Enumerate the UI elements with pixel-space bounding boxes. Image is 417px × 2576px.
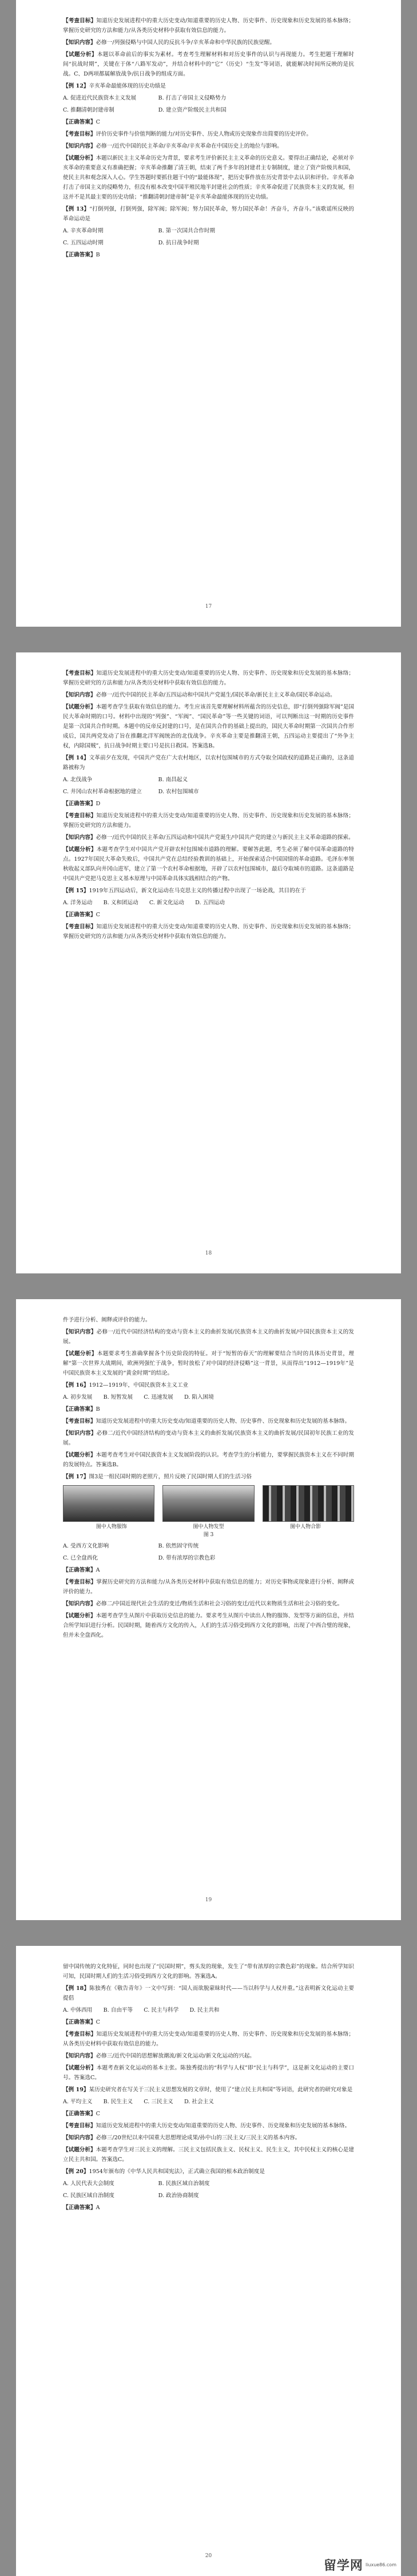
paragraph-text: 知道历史发展进程中的重大历史变动/知道重要的历史人物、历史事件、历史现象和历史发展的基本脉络；掌握历史研究的方法和能力/从各类历史材料中获取有效信息的能力。	[63, 18, 354, 34]
paragraph-text: 必修三/20世纪以来中国重大思想理论成果/孙中山的三民主义/三民主义的基本内容。	[96, 2135, 301, 2141]
section-tag: 【例 13】	[63, 206, 90, 212]
text-line	[63, 2191, 354, 2201]
text-line	[63, 226, 354, 236]
paragraph-text: 知道历史发展进程中的重大历史变动/知道重要的历史人物、历史事件、历史现象和历史发展的基本脉络；掌握历史研究的方法和能力/从各类历史材料中获取有效信息的能力。	[63, 670, 354, 686]
paragraph-text: A	[96, 1567, 100, 1573]
paragraph	[63, 16, 354, 35]
paragraph-text: C	[96, 912, 100, 918]
section-tag: 【正确答案】	[63, 2205, 96, 2211]
paragraph	[63, 1565, 354, 1575]
paragraph	[63, 845, 354, 884]
section-tag: 【正确答案】	[63, 801, 96, 807]
paragraph	[63, 811, 354, 830]
section-tag: 【知识内容】	[63, 692, 96, 698]
paragraph	[63, 2133, 354, 2143]
paragraph	[63, 38, 354, 48]
paragraph	[63, 2085, 354, 2095]
photo-caption: 图中人物服饰	[96, 1524, 127, 1530]
paragraph	[63, 1404, 354, 1414]
paragraph	[63, 2121, 354, 2131]
section-tag: 【考查目标】	[63, 18, 97, 24]
page-19	[16, 1299, 401, 1920]
paragraph-text: C. 民族区域自治制度 D. 政治协商制度	[63, 2193, 199, 2199]
paragraph	[63, 141, 354, 151]
text-line	[63, 1392, 354, 1402]
paragraph-text: 本题考查学生从图片中获取历史信息的能力。要求考生从图片中读出人物的服饰、发型等方面的信息，并结合所学知识进行分析。民国时期，随着西方文化的传入，人们的生活习俗受到西方文化的影响，出现了中西合璧的现象，但并未全盘西化。	[63, 1613, 354, 1639]
paragraph-text: 本题要求考生准确掌握各个历史阶段的特征。对于“短暂的春天”的理解要结合当时的具体历史背景，理解“第一次世界大战期间，欧洲列强忙于战争，暂时放松了对中国的经济侵略”这一背景，从而得出“1912—1919年”是中国民族资本主义发展的“黄金时期”的结论。	[63, 1351, 354, 1376]
page-number: 17	[205, 604, 212, 610]
paragraph	[63, 690, 354, 700]
section-tag: 【正确答案】	[63, 119, 96, 125]
paragraph-text: 必修三/近代中国的思想解放潮流/新文化运动/新文化运动的兴起。	[96, 2053, 255, 2059]
paragraph-text: C. 推翻清朝封建帝制 D. 建立资产阶级民主共和国	[63, 107, 227, 113]
paragraph	[63, 81, 354, 91]
section-tag: 【试题分析】	[63, 2065, 97, 2071]
paragraph-text: 留中国传统的文化特征，同时也出现了“民国时期”，剪头发的现象，发生了“带有浓厚的宗教色彩”的现象。结合所学知识可知，民国时期人们的生活习俗受到西方文化的影响。答案选A。	[63, 1964, 354, 1980]
paragraph-text: 1919年五四运动后，新文化运动在马克思主义的传播过程中出现了一场论战，其目的在于	[89, 888, 306, 894]
paragraph	[63, 2063, 354, 2083]
paragraph	[63, 2145, 354, 2165]
section-tag: 【试题分析】	[63, 704, 96, 710]
text-line	[63, 2097, 354, 2107]
paragraph-text: 某历史研究者在写关于三民主义思想发展的文章时，使用了“建立民主共和国”等词语，此研究者的研究对象是	[89, 2087, 353, 2093]
paragraph-text: A. 中体西用 B. 自由平等 C. 民主与科学 D. 民主共和	[63, 2007, 220, 2013]
paragraph	[63, 2017, 354, 2027]
section-tag: 【考查目标】	[63, 813, 97, 819]
page-20	[16, 1946, 401, 2576]
section-tag: 【例 20】	[63, 2169, 89, 2175]
paragraph	[63, 668, 354, 688]
page-17	[16, 0, 401, 627]
text-line	[63, 93, 354, 103]
section-tag: 【考查目标】	[63, 2031, 97, 2037]
section-tag: 【正确答案】	[63, 252, 96, 258]
paragraph-text: 本题考查考生对中国民族资本主义发展阶段的认识。考查学生的分析能力，要掌握民族资本主义在不同时期的发展特点。答案选B。	[63, 1452, 354, 1468]
paragraph-text: 1954年颁布的《中华人民共和国宪法》，正式确立我国的根本政治制度是	[89, 2169, 265, 2175]
paragraph	[63, 50, 354, 79]
paragraph-text: 知道历史发展进程中的重大历史变动/知道重要的历史人物、历史事件、历史现象和历史发展的基本脉络。	[96, 2123, 351, 2129]
paragraph-text: “打倒列强，打倒列强，除军阀；除军阀；努力国民革命，努力国民革命！齐奋斗，齐奋斗。”该歌谣所反映的革命运动是	[63, 206, 354, 222]
paragraph	[63, 753, 354, 773]
section-tag: 【知识内容】	[63, 1430, 97, 1437]
section-tag: 【正确答案】	[63, 1567, 96, 1573]
paragraph-text: 知道历史发展进程中的重大历史变动/知道重要的历史人物、历史事件、历史现象和历史发展的基本脉络；从各类历史材料中获取有效信息的能力。	[63, 2031, 354, 2047]
section-tag: 【考查目标】	[63, 1579, 97, 1585]
paragraph-text: C. 已全盘西化 D. 带有浓厚的宗教色彩	[63, 1555, 216, 1561]
paragraph	[63, 117, 354, 127]
paragraph-text: 本题以革命前后的事实为素材。考查考生理解材料和对历史事件的认识与再现能力。考生把题干理解时间“抗战时期”，关键在于体“八路军发动”，并结合材料中的“它”（历史）“生发”等词语，就能解决时间所反映的是抗战。C、D两项都属解放战争/抗日战争的组成方面。	[63, 52, 355, 77]
section-tag: 【试题分析】	[63, 2147, 96, 2153]
photo-caption: 图中人物发型	[193, 1524, 224, 1530]
paragraph-text: 陈独秀在《敬告青年》一文中写到：“国人而欲脱蒙昧时代——当以科学与人权并重。”这表明新文化运动主要提倡	[63, 1985, 354, 2001]
paragraph-text: 必修二/中国近现代社会生活的变迁/物质生活和社会习俗的变迁/近代以来物质生活和社会习俗的变化。	[96, 1601, 343, 1607]
paragraph	[63, 1599, 354, 1609]
old-photo-3	[263, 1485, 354, 1522]
paragraph	[63, 886, 354, 896]
paragraph-text: 件予进行分析、阐释或评价的能力。	[63, 1317, 151, 1323]
section-tag: 【正确答案】	[63, 1406, 96, 1412]
section-tag: 【考查目标】	[63, 924, 97, 930]
section-tag: 【试题分析】	[63, 846, 97, 853]
paragraph-text: 知道历史发展进程中的重大历史变动/知道重要的历史人物、历史事件、历史现象和历史发展的基本脉络；掌握历史研究的方法和能力/从各类历史材料中获取有效信息的能力。	[63, 924, 354, 940]
paragraph-text: A	[96, 2205, 100, 2211]
section-tag: 【例 18】	[63, 1985, 90, 1992]
paragraph-text: 必修一/近代中国经济结构的变动与资本主义的曲折发展/民族资本主义的曲折发展/中国民族资本主义的发展。	[63, 1329, 354, 1345]
section-tag: 【例 12】	[63, 83, 89, 89]
paragraph	[63, 833, 354, 842]
section-tag: 【试题分析】	[63, 1452, 96, 1458]
paragraph-text: 本题考查新文化运动的基本主张。陈独秀提出的“科学与人权”即“民主与科学”，这是新文化运动的主要口号。答案选C。	[63, 2065, 355, 2081]
paragraph	[63, 1611, 354, 1640]
paragraph-text: 辛亥革命最能体现的历史功绩是	[89, 83, 166, 89]
paragraph	[63, 2029, 354, 2049]
section-tag: 【知识内容】	[63, 2053, 96, 2059]
paragraph-text: A. 洋务运动 B. 义和团运动 C. 新文化运动 D. 五四运动	[63, 900, 225, 906]
text-line	[63, 898, 354, 908]
text-line	[63, 775, 354, 785]
section-tag: 【试题分析】	[63, 155, 96, 161]
text-line	[63, 2005, 354, 2015]
old-photo-2	[162, 1485, 254, 1522]
section-tag: 【正确答案】	[63, 912, 96, 918]
paragraph-text: 必修一/近代中国的民主革命/辛亥革命/辛亥革命在中国历史上的地位与影响。	[96, 143, 283, 149]
text-line	[63, 238, 354, 248]
section-tag: 【考查目标】	[63, 2123, 96, 2129]
old-photo-1	[63, 1485, 154, 1522]
paragraph-text: A. 初步发展 B. 短暂发展 C. 迅速发展 D. 陷入困境	[63, 1394, 214, 1400]
section-tag: 【正确答案】	[63, 2019, 96, 2025]
paragraph	[63, 1349, 354, 1378]
paragraph-text: C. 井冈山农村革命根据地的建立 D. 农村包围城市	[63, 789, 199, 795]
paragraph	[63, 1429, 354, 1448]
text-line	[63, 2179, 354, 2189]
section-tag: 【知识内容】	[63, 39, 96, 46]
section-tag: 【知识内容】	[63, 2135, 96, 2141]
section-tag: 【例 17】	[63, 1474, 89, 1480]
paragraph-text: 必修一/近代中国的民主革命/五四运动和中国共产党诞生/中国共产党的建立与新民主主义革命道路的探索。	[96, 834, 354, 841]
watermark-logo-text: 留学网	[323, 2559, 363, 2573]
section-tag: 【知识内容】	[63, 143, 96, 149]
paragraph-text: A. 北伐战争 B. 南昌起义	[63, 777, 188, 783]
paragraph-text: B	[96, 1406, 100, 1412]
section-tag: 【例 19】	[63, 2087, 89, 2093]
paragraph-text: C	[96, 119, 100, 125]
paragraph	[63, 2109, 354, 2119]
watermark-domain: liuxue86.com	[365, 2562, 396, 2567]
figure-captions	[63, 1523, 354, 1531]
section-tag: 【知识内容】	[63, 1329, 97, 1335]
paragraph-text: C	[96, 2111, 100, 2117]
section-tag: 【例 15】	[63, 888, 89, 894]
photo-caption: 图中人物合影	[290, 1524, 321, 1530]
section-tag: 【例 14】	[63, 755, 89, 761]
paragraph-text: A. 辛亥革命时期 B. 第一次国共合作时期	[63, 228, 216, 234]
section-tag: 【正确答案】	[63, 2111, 96, 2117]
paragraph	[63, 922, 354, 941]
text-line	[63, 787, 354, 797]
section-tag: 【考查目标】	[63, 1418, 96, 1424]
paragraph	[63, 799, 354, 809]
section-tag: 【考查目标】	[63, 670, 97, 676]
section-tag: 【知识内容】	[63, 1601, 96, 1607]
paragraph-text: 图3是一组民国时期的老照片，照片反映了民国时期人们的生活习俗	[89, 1474, 252, 1480]
paragraph	[63, 910, 354, 920]
paragraph-text: A. 促进近代民族资本主义发展 B. 打击了帝国主义侵略势力	[63, 95, 227, 101]
paragraph-text: B	[96, 252, 100, 258]
section-tag: 【试题分析】	[63, 1351, 97, 1357]
paragraph	[63, 153, 354, 202]
paragraph-text: D	[96, 801, 101, 807]
text-line	[63, 1315, 354, 1325]
paragraph-text: 必修一/列强侵略与中国人民的反抗斗争/辛亥革命和中华民族的民族觉醒。	[96, 39, 276, 46]
paragraph	[63, 1380, 354, 1390]
paragraph-text: A. 受西方文化影响 B. 依然固守传统	[63, 1543, 199, 1549]
paragraph-text: 评价历史事件与价值判断的能力/对历史事件、历史人物或历史现象作出简要的历史评价。	[96, 131, 312, 137]
paragraph-text: 必修一/近代中国的民主革命/五四运动和中国共产党诞生/国民革命/新民主主义革命/国民革命运动。	[96, 692, 336, 698]
figure-title: 图 3	[203, 1532, 214, 1538]
page-number: 19	[205, 1897, 212, 1903]
paragraph-text: 本题以新民主主义革命历史为背景，要求考生评价新民主主义革命的历史意义。要得出正确结论，必须对辛亥革命的重要意义有准确把握；辛亥革命推翻了清王朝，结束了两千多年的封建君主专制制度，建立了资产阶级共和国，使民主共和观念深入人心。学生答题时要抓住题干中的“最能体现”，把历史事件放在历史背景中去认识和评价。辛亥革命打击了帝国主义的侵略势力，但没有根本改变中国半殖民地半封建社会的性质；辛亥革命促进了民族资本主义的发展，但这并不是其最主要的历史功绩；“推翻清朝封建帝制”是辛亥革命最能体现的历史功绩。	[63, 155, 354, 200]
paragraph-text: 本题考查学生获取有效信息的能力。考生应该首先要理解材料所蕴含的历史信息，即“打倒列强除军阀”是国民大革命时期的口号。材料中出现的“列强”、“军阀”、“国民革命”等一些关键的词语，可以判断出这一时期的历史事件是第一次国共合作时期。本题中的反帝反封建的口号，是在国共合作的基础上提出的，国民大革命时期第一次国共合作形成后，国共两党发动了旨在推翻北洋军阀统治的北伐战争。辛亥革命主要是推翻清王朝，五四运动主要提出了“外争主权，内除国贼”，抗日战争时期主要口号是抗日救国。答案选B。	[63, 704, 355, 749]
page-number: 18	[205, 1251, 212, 1256]
paragraph-text: C	[96, 2019, 100, 2025]
paragraph	[63, 204, 354, 224]
text-line	[63, 1962, 354, 1981]
paragraph-text: 本题考查学生对中国共产党开辟农村包围城市道路的理解。要解答此题，考生必须了解中国革命道路的特点。1927年国民大革命失败后，中国共产党在总结经验教训的基础上，开始探索适合中国国情的革命道路。毛泽东率领秋收起义部队向井冈山进军，建立了第一个农村革命根据地，开辟了以农村包围城市，最后夺取城市的道路。这条道路是中国共产党把马克思主义基本原理与中国革命具体实践相结合的产物。	[63, 846, 355, 882]
paragraph	[63, 2203, 354, 2213]
section-tag: 【试题分析】	[63, 1613, 96, 1619]
paragraph	[63, 702, 354, 751]
paragraph	[63, 1327, 354, 1347]
paragraph-text: C. 五四运动时期 D. 抗日战争时期	[63, 240, 199, 246]
page-number: 20	[205, 2553, 212, 2559]
paragraph	[63, 1450, 354, 1470]
paragraph-text: 必修二/近代中国经济结构的变动与资本主义的曲折发展/民族资本主义的曲折发展/民国初年民族工业的发展。	[63, 1430, 354, 1446]
text-line	[63, 105, 354, 115]
text-line	[63, 1541, 354, 1551]
section-tag: 【试题分析】	[63, 52, 97, 58]
paragraph	[63, 1577, 354, 1597]
paragraph-text: A. 平均主义 B. 民生主义 C. 三民主义 D. 社会主义	[63, 2099, 214, 2105]
page-18	[16, 652, 401, 1273]
section-tag: 【考查目标】	[63, 131, 96, 137]
paragraph-text: 1912—1919年，中国民族资本主义工业	[89, 1382, 189, 1388]
section-tag: 【知识内容】	[63, 834, 96, 841]
paragraph-text: 本题考查学生对三民主义的理解。三民主义包括民族主义、民权主义、民生主义，其中民权主义的核心是建立民主共和国。答案选C。	[63, 2147, 354, 2163]
paragraph-text: 掌握历史研究的方法和能力/从各类历史材料中获取有效信息的能力；对历史事物或现象进行分析、阐释或评价的能力。	[63, 1579, 354, 1595]
paragraph	[63, 1984, 354, 2003]
paragraph	[63, 1416, 354, 1426]
paragraph	[63, 250, 354, 260]
text-line	[63, 1553, 354, 1563]
paragraph	[63, 2051, 354, 2061]
paragraph	[63, 2167, 354, 2177]
paragraph-text: 知道历史发展进程中的重大历史变动/知道重要的历史人物、历史事件、历史现象和历史发展的基本脉络。	[96, 1418, 351, 1424]
paragraph-text: 文革前夕在发现，中国共产党在广大农村地区，以农村包围城市的方式夺取全国政权的道路是正确的，这条道路被称为	[63, 755, 354, 771]
paragraph	[63, 1472, 354, 1482]
section-tag: 【例 16】	[63, 1382, 89, 1388]
paragraph-text: 知道历史发展进程中的重大历史变动/知道重要的历史人物、历史事件、历史现象和历史发展的基本脉络；掌握历史研究的方法和能力。	[63, 813, 354, 829]
figure-3	[63, 1485, 354, 1539]
paragraph	[63, 129, 354, 139]
paragraph-text: A. 人民代表大会制度 B. 民族区域自治制度	[63, 2181, 210, 2187]
